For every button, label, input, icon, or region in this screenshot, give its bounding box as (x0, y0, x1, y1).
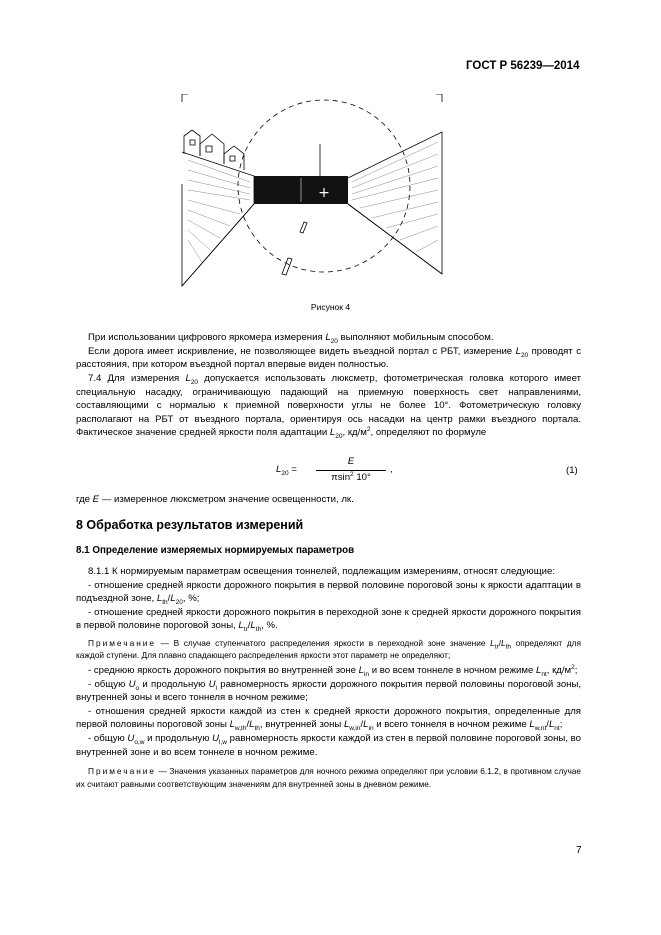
page-number: 7 (576, 845, 582, 856)
section-8-1-1-body: 8.1.1 К нормируемым параметрам освещения тоннелей, подлежащим измерениям, относят следующие: - отношение средней яркости дорожного покрытия в первой половине пороговой зоны к яркости адаптации в подъездной зоне, $L_{th}/L_{20}$, %; - отношение средней яркости дорожного покрытия в переходной зоне к средней яркости дорожного покрытия в первой половине пороговой зоны, $L_{tr}/L_{th}$, %. Примечание — В случае ступенчатого распределения яркости в переходной зоне значение $L_{tr}/L_{th}$ определяют для каждой ступени. Для плавно спадающего распределения яркости этот параметр не определяют; - среднюю яркость дорожного покрытия во внутренней зоне $L_{in}$ и во всем тоннеле в ночном режиме $L_{nt}$, $кд/м^2$; - общую $U_o$ и продольную $U_l$ равномерность яркости дорожного покрытия первой половины пороговой зоны, внутренней зоны и всего тоннеля в ночном режиме; - отношения средней яркости каждой из стен к средней яркости дорожного покрытия, определенные для первой половины пороговой зоны $L_{w,th}/L_{th}$, внутренней зоны $L_{w,in}/L_{in}$ и всего тоннеля в ночном режиме $L_{w,nt}/L_{nt}$; - общую $U_{o,w}$ и продольную $U_{l,w}$ равномерность яркости каждой из стен в первой половине пороговой зоны, во внутренней зоне и во всем тоннеле в ночном режиме. Примечание — Значения указанных параметров для ночного режима определяют при условии 6.1.2, в противном случае их считают равными соответствующим значениям для внутренней зоны в дневном режиме. (76, 566, 582, 789)
paragraph-measurement: При использовании цифрового яркомера измерения $L_{20}$ выполняют мобильным способом. Если дорога имеет искривление, не позволяющее видеть въездной портал с РБТ, измерение $L_{20}$ проводят с расстояния, при котором въездной портал впервые виден полностью. (76, 332, 581, 371)
note-2: Примечание — Значения указанных параметров для ночного режима определяют при условии 6.1.2, в противном случае их считают равными соответствующим значениям для внутренней зоны в дневном режиме. (76, 766, 581, 789)
section-8-1-title: 8.1 Определение измеряемых нормируемых параметров (76, 545, 355, 556)
figure-caption: Рисунок 4 (310, 302, 351, 312)
formula-number: (1) (566, 465, 578, 476)
formula-where: где E — измеренное люксметром значение освещенности, лк. (76, 494, 354, 505)
note-1: Примечание — В случае ступенчатого распределения яркости в переходной зоне значение $L_{tr}/L_{th}$ определяют для каждой ступени. Для плавно спадающего распределения яркости этот параметр не определяют; (76, 637, 582, 661)
paragraph-7-4: 7.4 Для измерения $L_{20}$ допускается использовать люксметр, фотометрическая головка которого имеет специальную насадку, ограничивающую падающий на приемную поверхность свет направлениями, составляющими с нормалью к приемной поверхности углы не более 10°. Фотометрическую головку располагают на РБТ от въездного портала, ориентируя ось насадки на центр рамки въездного портала. Фактическое значение средней яркости поля адаптации $L_{20}$, $кд/м^2$, определяют по формуле (76, 373, 582, 441)
section-8-title: 8 Обработка результатов измерений (76, 518, 304, 532)
formula: $L_{20}$ = E πsin$^2$ 10° , (276, 456, 393, 483)
tunnel-figure (180, 94, 444, 306)
standard-header: ГОСТ Р 56239—2014 (466, 60, 580, 72)
crosshair-marker: + (318, 185, 330, 201)
